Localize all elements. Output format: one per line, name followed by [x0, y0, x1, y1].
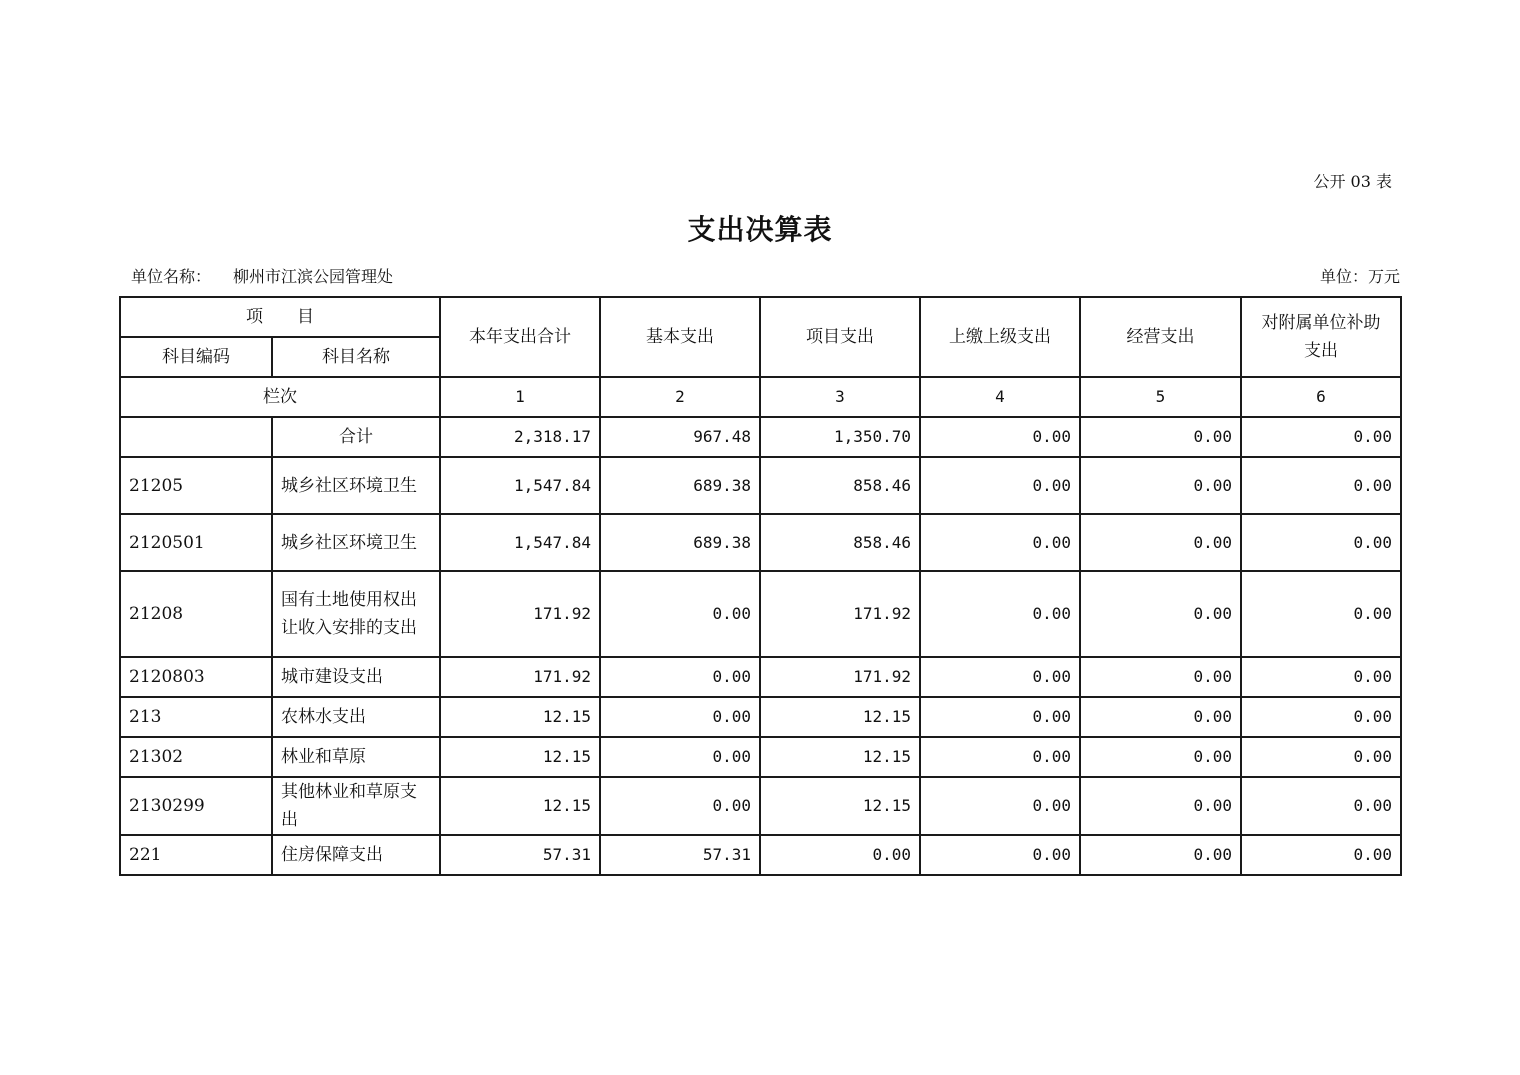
row-value: 12.15: [760, 737, 920, 777]
table-row: [120, 657, 1401, 697]
group-header: 项 目: [120, 297, 440, 337]
header-project: 项目支出: [760, 297, 920, 377]
row-name: 住房保障支出: [272, 835, 440, 875]
row-value: 12.15: [760, 777, 920, 835]
row-value: 0.00: [1241, 737, 1401, 777]
row-code: 221: [120, 835, 272, 875]
row-value: 12.15: [440, 777, 600, 835]
table-row: [120, 777, 1401, 835]
unit-name: [131, 266, 393, 288]
row-value: 171.92: [760, 571, 920, 657]
row-value: 0.00: [920, 697, 1080, 737]
total-value: 0.00: [1080, 417, 1241, 457]
total-code: [120, 417, 272, 457]
table-row: [120, 835, 1401, 875]
col-index: 3: [760, 377, 920, 417]
row-value: 12.15: [440, 737, 600, 777]
total-value: 0.00: [1241, 417, 1401, 457]
row-value: 57.31: [600, 835, 760, 875]
table-row: [120, 457, 1401, 514]
row-value: 858.46: [760, 457, 920, 514]
table-number: 公开 03 表: [1313, 172, 1392, 191]
currency-unit: 单位：万元: [1319, 267, 1400, 286]
total-value: 1,350.70: [760, 417, 920, 457]
row-value: 0.00: [1080, 571, 1241, 657]
row-value: 858.46: [760, 514, 920, 571]
col-index: 2: [600, 377, 760, 417]
total-value: 0.00: [920, 417, 1080, 457]
col-index: 6: [1241, 377, 1401, 417]
header-code: 科目编码: [120, 337, 272, 377]
row-value: 0.00: [920, 657, 1080, 697]
row-value: 0.00: [600, 571, 760, 657]
row-value: 0.00: [600, 657, 760, 697]
page-title: 支出决算表: [687, 213, 833, 246]
row-value: 0.00: [1241, 835, 1401, 875]
row-value: 0.00: [1080, 514, 1241, 571]
row-value: 171.92: [440, 657, 600, 697]
table-row: [120, 697, 1401, 737]
unit-name-value: 柳州市江滨公园管理处: [233, 267, 394, 286]
row-value: 0.00: [1080, 777, 1241, 835]
col-index: 5: [1080, 377, 1241, 417]
row-value: 689.38: [600, 457, 760, 514]
header-name: 科目名称: [272, 337, 440, 377]
row-name: 林业和草原: [272, 737, 440, 777]
row-index-label: 栏次: [120, 377, 440, 417]
header-row-1: [120, 297, 1401, 337]
row-name: 城乡社区环境卫生: [272, 457, 440, 514]
row-name: 城乡社区环境卫生: [272, 514, 440, 571]
row-code: 21302: [120, 737, 272, 777]
header-remit: 上缴上级支出: [920, 297, 1080, 377]
row-value: 0.00: [920, 571, 1080, 657]
row-value: 0.00: [920, 514, 1080, 571]
row-value: 0.00: [920, 737, 1080, 777]
row-value: 0.00: [1241, 657, 1401, 697]
row-value: 0.00: [1241, 571, 1401, 657]
header-total: 本年支出合计: [440, 297, 600, 377]
row-value: 0.00: [1080, 457, 1241, 514]
row-value: 12.15: [760, 697, 920, 737]
row-value: 0.00: [1241, 514, 1401, 571]
row-value: 12.15: [440, 697, 600, 737]
row-value: 1,547.84: [440, 457, 600, 514]
expense-table: [119, 296, 1402, 876]
col-index: 1: [440, 377, 600, 417]
total-row: [120, 417, 1401, 457]
table-row: [120, 737, 1401, 777]
row-value: 0.00: [1241, 777, 1401, 835]
row-name: 农林水支出: [272, 697, 440, 737]
row-value: 0.00: [920, 835, 1080, 875]
row-value: 0.00: [600, 697, 760, 737]
col-index: 4: [920, 377, 1080, 417]
row-code: 2120501: [120, 514, 272, 571]
row-code: 21208: [120, 571, 272, 657]
row-name: 国有土地使用权出让收入安排的支出: [272, 571, 440, 657]
total-value: 2,318.17: [440, 417, 600, 457]
index-row: [120, 377, 1401, 417]
row-value: 0.00: [920, 777, 1080, 835]
row-value: 0.00: [920, 457, 1080, 514]
row-value: 689.38: [600, 514, 760, 571]
row-code: 2130299: [120, 777, 272, 835]
row-value: 0.00: [1080, 737, 1241, 777]
row-value: 0.00: [600, 777, 760, 835]
row-name: 其他林业和草原支出: [272, 777, 440, 835]
header-subsidy: 对附属单位补助支出: [1241, 297, 1401, 377]
header-business: 经营支出: [1080, 297, 1241, 377]
header-basic: 基本支出: [600, 297, 760, 377]
row-value: 0.00: [1241, 697, 1401, 737]
row-value: 0.00: [1080, 697, 1241, 737]
row-code: 213: [120, 697, 272, 737]
total-value: 967.48: [600, 417, 760, 457]
row-value: 0.00: [1080, 835, 1241, 875]
row-value: 0.00: [600, 737, 760, 777]
table-row: [120, 571, 1401, 657]
row-value: 171.92: [760, 657, 920, 697]
row-value: 1,547.84: [440, 514, 600, 571]
row-value: 0.00: [760, 835, 920, 875]
table-row: [120, 514, 1401, 571]
row-name: 城市建设支出: [272, 657, 440, 697]
row-code: 21205: [120, 457, 272, 514]
unit-name-label: 单位名称：: [131, 267, 212, 286]
row-value: 0.00: [1080, 657, 1241, 697]
row-value: 57.31: [440, 835, 600, 875]
row-code: 2120803: [120, 657, 272, 697]
row-value: 171.92: [440, 571, 600, 657]
total-label: 合计: [272, 417, 440, 457]
row-value: 0.00: [1241, 457, 1401, 514]
